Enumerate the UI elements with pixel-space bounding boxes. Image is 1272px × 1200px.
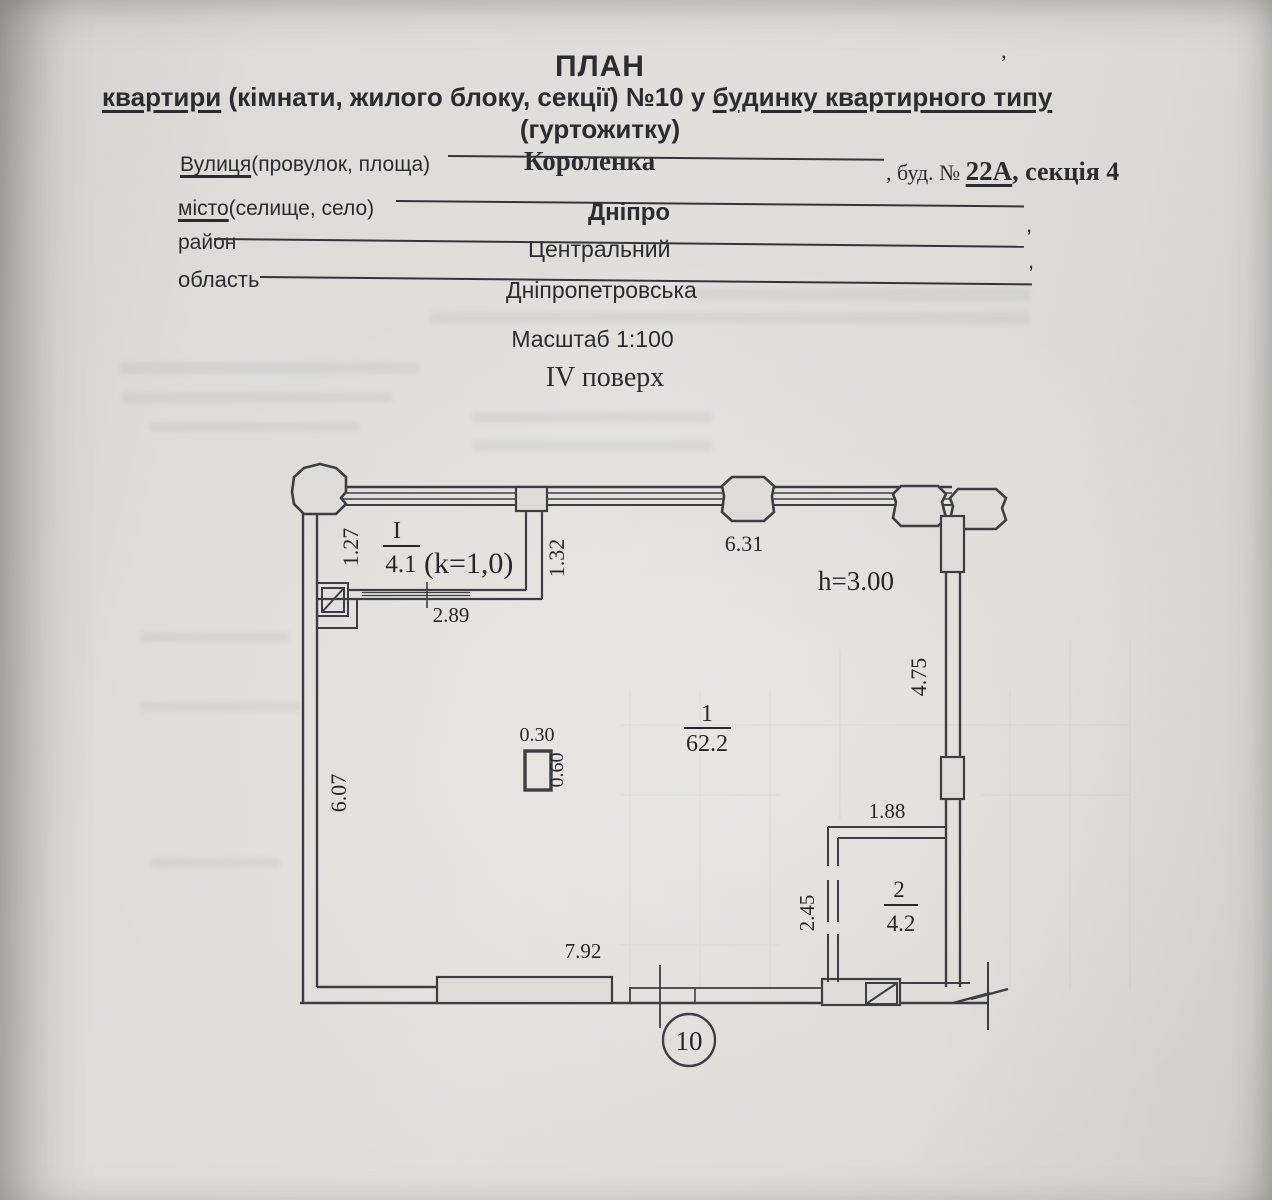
city-label-rest: (селище, село) [228,197,375,220]
region-label: область [178,267,260,292]
pillar-top-left [292,464,346,514]
subtitle-line-2: (гуртожитку) [519,114,681,144]
room1-area: 62.2 [686,731,728,757]
dim-column-depth: 0.60 [546,752,568,788]
dim-left-wall: 6.07 [326,773,351,813]
page-title: ПЛАН [555,50,645,83]
balcony-room-area: 4.1 [385,551,417,578]
street-label-underlined: Вулиця [180,153,252,176]
district-trailing-comma: , [1028,248,1035,273]
floor-note: IV поверх [545,362,665,393]
pillar-top-right-a [893,486,946,526]
street-label-rest: (провулок, площа) [251,153,431,176]
street-value: Короленка [524,146,656,176]
apartment-number: 10 [675,1026,703,1056]
vent-shaft-symbol [317,583,348,616]
dim-column-width: 0.30 [519,724,555,746]
city-label-underlined: місто [178,197,229,220]
ceiling-height-note: h=3.00 [818,566,894,596]
building-comma: , [1012,157,1026,186]
pillar-top-middle [722,477,774,521]
dim-top-window: 6.31 [724,531,764,556]
section-number: секція 4 [1025,157,1120,186]
right-wall [941,516,964,987]
region-value: Дніпропетровська [506,277,697,303]
balcony-bottom-wall [317,582,542,628]
building-label: буд. № [891,160,966,185]
balcony-coefficient: (k=1,0) [424,547,514,580]
building-number: 22А [965,156,1013,186]
room1-id: 1 [701,701,713,727]
subtitle-underlined-1: квартири [102,82,222,112]
city-value: Дніпро [588,199,671,226]
subtitle-underlined-2: будинку квартирного типу [712,82,1053,112]
stray-pen-mark: ’ [1000,50,1008,75]
balcony-right-wall [516,487,547,599]
dim-room2-width: 1.88 [868,799,906,823]
district-label: район [178,231,237,254]
top-window-band [340,487,952,505]
subtitle-middle: (кімнати, жилого блоку, секції) №10 у [221,82,713,112]
balcony-room-id: I [393,518,401,544]
left-wall [303,508,317,1003]
dim-room2-depth: 2.45 [795,894,819,932]
scale-note: Масштаб 1:100 [511,326,674,352]
wall-break-mark [953,962,1008,1030]
dim-balcony-width: 2.89 [432,603,470,627]
district-value: Центральний [528,236,671,262]
dim-balcony-right: 1.32 [544,538,569,578]
street-trailing-comma: , [886,160,892,185]
room2-area: 4.2 [886,911,916,936]
dim-right-wall: 4.75 [906,657,931,697]
dim-bottom-wall: 7.92 [564,939,602,963]
room2-id: 2 [893,877,905,902]
city-trailing-comma: , [1026,212,1033,237]
dim-balcony-left: 1.27 [338,527,363,567]
